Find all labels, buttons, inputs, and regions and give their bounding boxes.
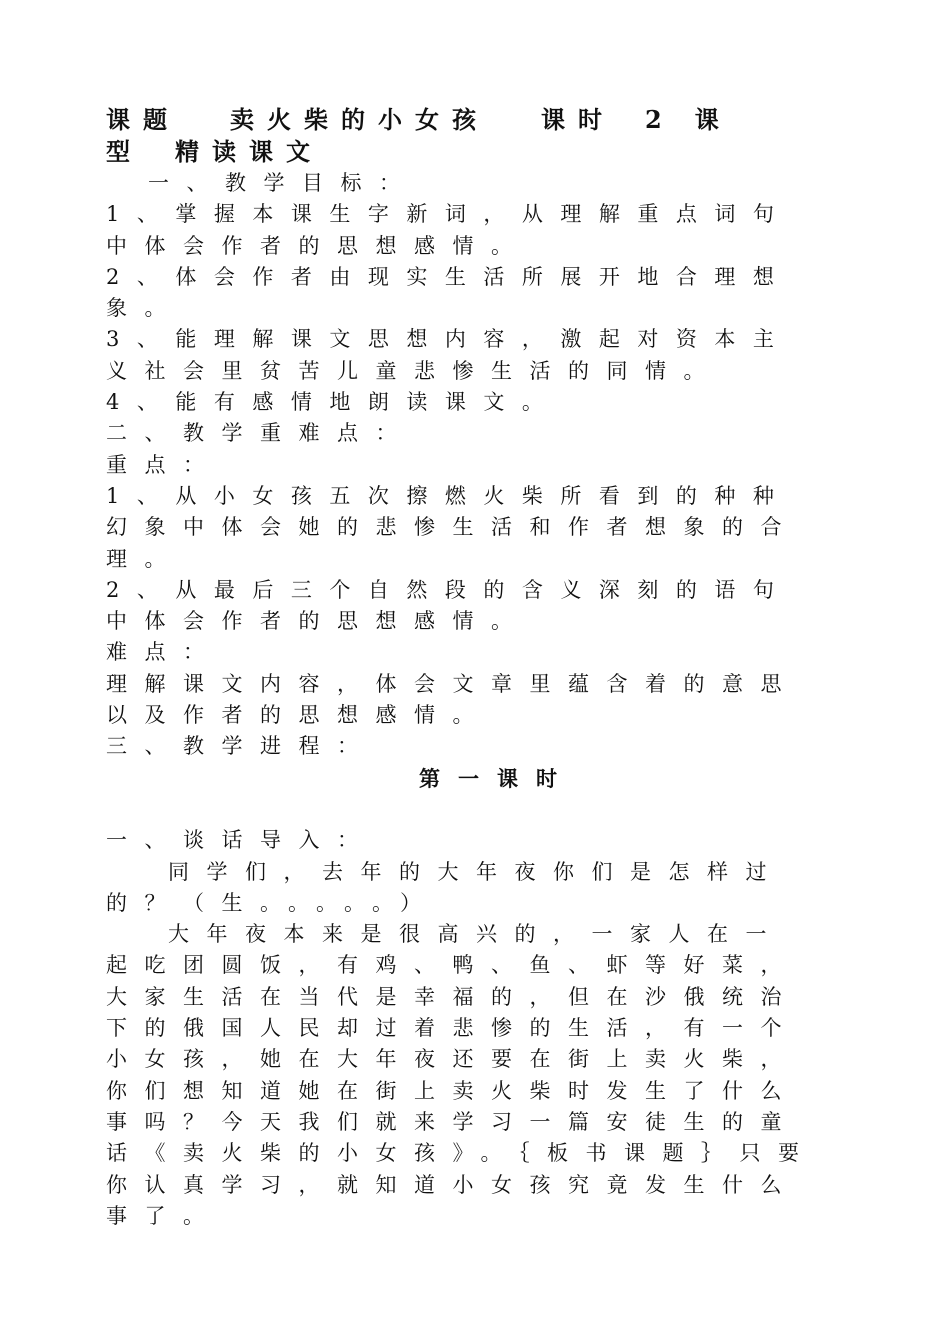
objective-line: 3、能理解课文思想内容，激起对资本主 xyxy=(106,327,792,352)
objective-line: 4、能有感情地朗读课文。 xyxy=(106,390,561,415)
key-point-label: 重点： xyxy=(106,452,222,477)
period-label: 课时 xyxy=(541,105,615,134)
objective-line: 象。 xyxy=(106,296,183,321)
type-label-part-2: 型 xyxy=(106,137,143,166)
key-point-line: 幻象中体会她的悲惨生活和作者想象的合 xyxy=(106,515,799,540)
lesson-header-line-1 xyxy=(106,104,828,136)
blank-line xyxy=(106,794,828,825)
paragraph-line: 小女孩，她在大年夜还要在街上卖火柴， xyxy=(106,1047,799,1072)
paragraph-line: 起吃团圆饭，有鸡、鸭、鱼、虾等好菜， xyxy=(106,953,799,978)
section-heading: 第一课时 xyxy=(419,765,575,791)
objective-line: 中体会作者的思想感情。 xyxy=(106,233,530,258)
objective-line: 2、体会作者由现实生活所展开地合理想 xyxy=(106,264,792,289)
period-value: 2 xyxy=(645,105,675,134)
key-point-line: 理。 xyxy=(106,546,183,571)
key-point-line: 中体会作者的思想感情。 xyxy=(106,609,530,634)
type-label-part-1: 课 xyxy=(694,105,732,134)
objectives-heading: 一、教学目标： xyxy=(148,171,418,195)
lesson-header-line-2 xyxy=(106,136,828,168)
key-point-line: 1、从小女孩五次擦燃火柴所看到的种种 xyxy=(106,483,792,508)
type-value: 精读课文 xyxy=(175,137,323,166)
paragraph-line: 同学们，去年的大年夜你们是怎样过 xyxy=(168,859,784,884)
difficulty-label: 难点： xyxy=(106,640,222,665)
paragraph-line: 事了。 xyxy=(106,1203,222,1228)
paragraph-line: 的？（生。。。。。） xyxy=(106,890,439,915)
objective-line: 1、掌握本课生字新词，从理解重点词句 xyxy=(106,202,792,227)
difficulty-line: 理解课文内容，体会文章里蕴含着的意思 xyxy=(106,671,799,696)
paragraph-line: 你们想知道她在街上卖火柴时发生了什么 xyxy=(106,1078,799,1103)
paragraph-line: 事吗？今天我们就来学习一篇安徒生的童 xyxy=(106,1109,799,1134)
paragraph-line: 大家生活在当代是幸福的，但在沙俄统治 xyxy=(106,984,799,1009)
key-points-heading: 二、教学重难点： xyxy=(106,421,414,446)
lesson-title: 卖火柴的小女孩 xyxy=(230,105,489,134)
intro-heading: 一、谈话导入： xyxy=(106,828,376,853)
paragraph-line: 大年夜本来是很高兴的，一家人在一 xyxy=(168,922,784,947)
key-point-line: 2、从最后三个自然段的含义深刻的语句 xyxy=(106,577,792,602)
paragraph-line: 你认真学习，就知道小女孩究竟发生什么 xyxy=(106,1172,799,1197)
objective-line: 义社会里贫苦儿童悲惨生活的同情。 xyxy=(106,358,722,383)
process-heading: 三、教学进程： xyxy=(106,734,376,759)
difficulty-line: 以及作者的思想感情。 xyxy=(106,703,491,728)
paragraph-line: 话《卖火柴的小女孩》。｛板书课题｝只要 xyxy=(106,1141,817,1166)
paragraph-line: 下的俄国人民却过着悲惨的生活，有一个 xyxy=(106,1016,799,1041)
document-page xyxy=(106,104,828,1232)
lesson-label: 课题 xyxy=(106,105,180,134)
